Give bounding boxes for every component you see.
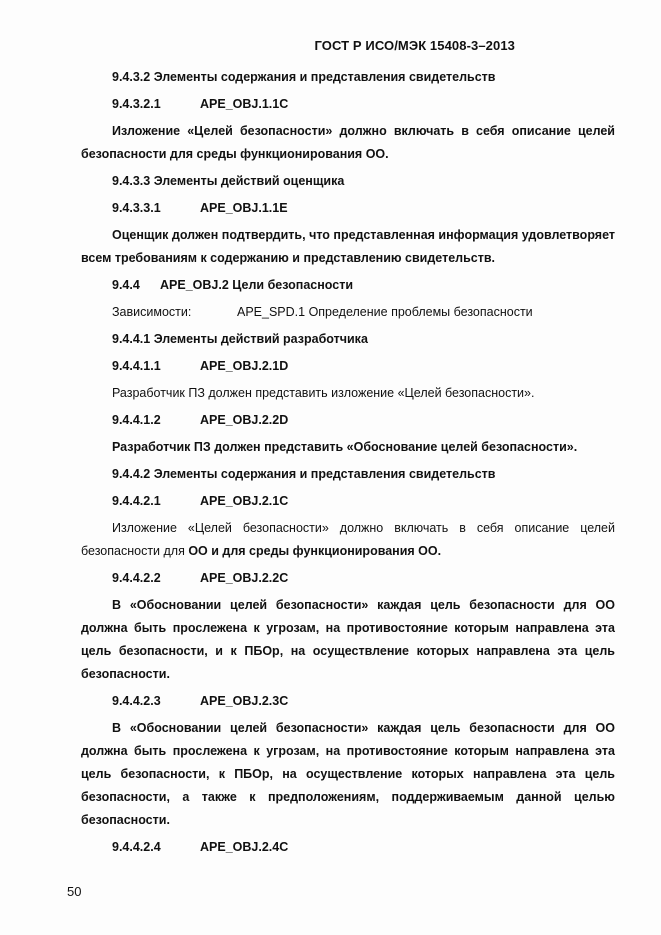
paragraph-text: Изложение «Целей безопасности» должно включать в себя описание целей безопасности для среды функционирования ОО. — [81, 124, 615, 161]
clause-code: APE_OBJ.2.2C — [200, 571, 289, 585]
clause-9-4-3-3-1 — [81, 197, 615, 220]
paragraph-text: В «Обосновании целей безопасности» каждая цель безопасности для ОО должна быть прослежена к угрозам, на противостояние которым направлена эта цель безопасности, и к ПБОр, на осуществление которых направлена эта цель безопасности. — [81, 598, 615, 681]
clause-number: 9.4.3.3.1 — [112, 201, 161, 215]
paragraph-9-4-4-1-2: Разработчик ПЗ должен представить «Обоснование целей безопасности». — [112, 440, 578, 454]
page-number: 50 — [67, 884, 82, 899]
dependencies-value: APE_SPD.1 Определение проблемы безопасности — [237, 305, 533, 319]
clause-code: APE_OBJ.1.1C — [200, 97, 289, 111]
clause-9-4-4-1-1 — [81, 355, 615, 378]
section-title: APE_OBJ.2 Цели безопасности — [160, 278, 354, 292]
clause-number: 9.4.4.2.1 — [112, 494, 161, 508]
clause-9-4-4-2-1 — [81, 490, 615, 513]
paragraph-9-4-4-1-1: Разработчик ПЗ должен представить изложение «Целей безопасности». — [112, 386, 535, 400]
heading-9-4-3-3: 9.4.3.3 Элементы действий оценщика — [112, 174, 345, 188]
paragraph-text: Изложение «Целей безопасности» должно включать в себя описание целей безопасности для — [81, 521, 615, 558]
clause-code: APE_OBJ.2.1D — [200, 359, 289, 373]
paragraph-text-bold: ОО и для среды функционирования ОО. — [188, 544, 442, 558]
clause-number: 9.4.4.2.2 — [112, 571, 161, 585]
clause-9-4-3-2-1 — [81, 93, 615, 116]
paragraph-9-4-3-2-1 — [81, 120, 615, 166]
clause-9-4-4-2-3 — [81, 690, 615, 713]
heading-9-4-3-2: 9.4.3.2 Элементы содержания и представления свидетельств — [112, 70, 496, 84]
paragraph-9-4-3-3-1 — [81, 224, 615, 270]
paragraph-text: Оценщик должен подтвердить, что представленная информация удовлетворяет всем требованиям к содержанию и представлению свидетельств. — [81, 228, 615, 265]
clause-code: APE_OBJ.2.2D — [200, 413, 289, 427]
clause-code: APE_OBJ.2.1C — [200, 494, 289, 508]
dependencies-line — [81, 301, 615, 324]
dependencies-label: Зависимости: — [112, 305, 192, 319]
clause-number: 9.4.4.2.4 — [112, 840, 161, 854]
document-content — [81, 66, 615, 863]
heading-9-4-4-1: 9.4.4.1 Элементы действий разработчика — [112, 332, 368, 346]
paragraph-text: В «Обосновании целей безопасности» каждая цель безопасности для ОО должна быть прослежена к угрозам, на противостояние которым направлена эта цель безопасности, к ПБОр, на осуществление которых направлена эта цель безопасности, а также к предположениям, поддерживаемым данной целью безопасности. — [81, 721, 615, 827]
clause-9-4-4-1-2 — [81, 409, 615, 432]
clause-code: APE_OBJ.1.1E — [200, 201, 288, 215]
document-header: ГОСТ Р ИСО/МЭК 15408-3–2013 — [314, 38, 515, 53]
paragraph-9-4-4-2-2 — [81, 594, 615, 686]
clause-number: 9.4.4.1.1 — [112, 359, 161, 373]
clause-number: 9.4.3.2.1 — [112, 97, 161, 111]
clause-9-4-4-2-4 — [81, 836, 615, 859]
heading-9-4-4 — [81, 274, 615, 297]
clause-code: APE_OBJ.2.3C — [200, 694, 289, 708]
paragraph-9-4-4-2-3 — [81, 717, 615, 832]
clause-code: APE_OBJ.2.4C — [200, 840, 289, 854]
clause-number: 9.4.4.1.2 — [112, 413, 161, 427]
heading-9-4-4-2: 9.4.4.2 Элементы содержания и представления свидетельств — [112, 467, 496, 481]
clause-number: 9.4.4.2.3 — [112, 694, 161, 708]
clause-9-4-4-2-2 — [81, 567, 615, 590]
paragraph-9-4-4-2-1 — [81, 517, 615, 563]
section-number: 9.4.4 — [112, 278, 140, 292]
